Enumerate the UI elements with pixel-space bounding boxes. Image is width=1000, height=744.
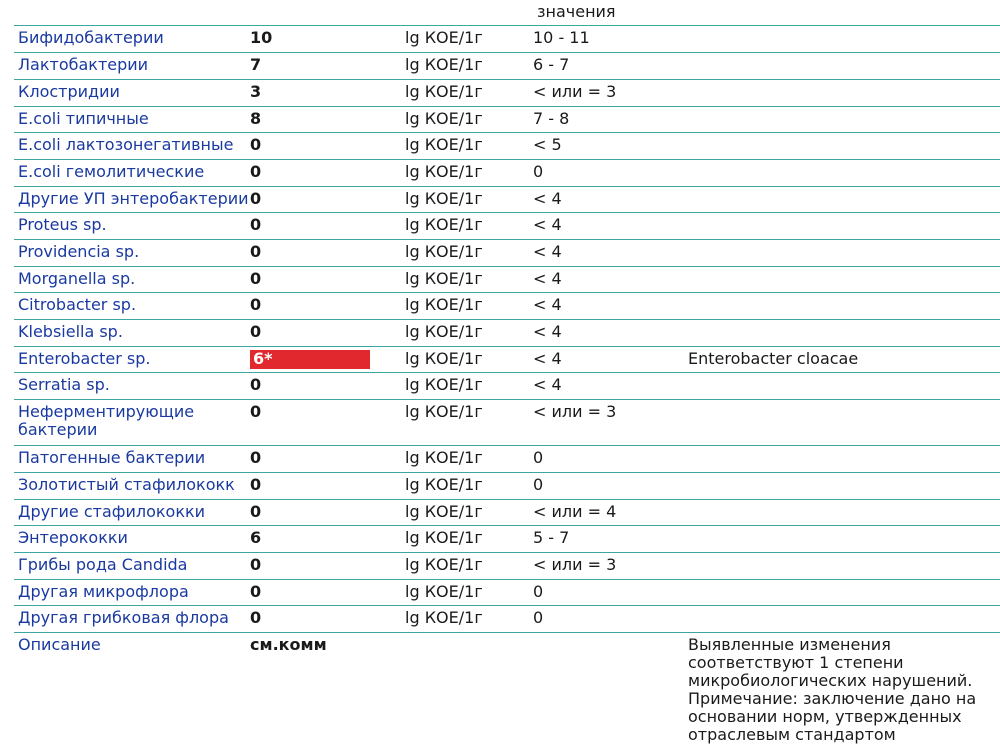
result-value: 3 (250, 81, 262, 101)
unit: lg КОЕ/1г (405, 266, 533, 293)
result-value: 0 (250, 322, 262, 342)
comment (688, 26, 1000, 53)
comment (688, 579, 1000, 606)
indicator-name: Klebsiella sp. (14, 320, 250, 347)
unit: lg КОЕ/1г (405, 213, 533, 240)
results-table (14, 26, 1000, 744)
result-row (14, 320, 1000, 347)
reference-range: < или = 3 (533, 400, 688, 446)
result-value: 0 (250, 474, 262, 494)
result-value-cell (250, 133, 405, 160)
comment (688, 186, 1000, 213)
comment (688, 133, 1000, 160)
result-value-cell (250, 606, 405, 633)
result-value-cell (250, 320, 405, 347)
result-value-cell (250, 346, 405, 373)
comment (688, 373, 1000, 400)
result-value: 6 (250, 528, 262, 548)
indicator-name: Энтерококки (14, 526, 250, 553)
reference-range: 7 - 8 (533, 106, 688, 133)
comment (688, 213, 1000, 240)
comment (688, 499, 1000, 526)
result-value-cell (250, 266, 405, 293)
reference-range: 0 (533, 446, 688, 473)
result-value-cell (250, 53, 405, 80)
result-row (14, 186, 1000, 213)
unit: lg КОЕ/1г (405, 186, 533, 213)
unit: lg КОЕ/1г (405, 133, 533, 160)
result-row (14, 526, 1000, 553)
comment (688, 552, 1000, 579)
indicator-name: Патогенные бактерии (14, 446, 250, 473)
result-value-cell (250, 579, 405, 606)
comment (688, 446, 1000, 473)
result-value: 0 (250, 215, 262, 235)
description-label: Описание (18, 634, 101, 654)
unit: lg КОЕ/1г (405, 79, 533, 106)
result-row (14, 446, 1000, 473)
indicator-name: Другая грибковая флора (14, 606, 250, 633)
result-value-cell (250, 159, 405, 186)
result-value-cell (250, 26, 405, 53)
indicator-name: Другие УП энтеробактерии (14, 186, 250, 213)
indicator-name: Грибы рода Candida (14, 552, 250, 579)
comment (688, 293, 1000, 320)
unit: lg КОЕ/1г (405, 293, 533, 320)
reference-range: 5 - 7 (533, 526, 688, 553)
result-value-cell (250, 400, 405, 446)
result-value: 0 (250, 501, 262, 521)
indicator-name: Enterobacter sp. (14, 346, 250, 373)
result-value: 0 (250, 608, 262, 628)
result-value-cell (250, 526, 405, 553)
unit: lg КОЕ/1г (405, 106, 533, 133)
result-value: 0 (250, 402, 262, 422)
comment (688, 526, 1000, 553)
reference-range: < или = 4 (533, 499, 688, 526)
unit: lg КОЕ/1г (405, 606, 533, 633)
result-row (14, 266, 1000, 293)
result-row (14, 53, 1000, 80)
reference-range: 0 (533, 606, 688, 633)
result-value: 0 (250, 161, 262, 181)
reference-range: 10 - 11 (533, 26, 688, 53)
reference-range: < 4 (533, 293, 688, 320)
unit: lg КОЕ/1г (405, 320, 533, 347)
unit: lg КОЕ/1г (405, 159, 533, 186)
result-value-cell (250, 213, 405, 240)
unit: lg КОЕ/1г (405, 373, 533, 400)
result-value-cell (250, 373, 405, 400)
comment (688, 320, 1000, 347)
unit: lg КОЕ/1г (405, 499, 533, 526)
comment (688, 266, 1000, 293)
indicator-name: Другие стафилококки (14, 499, 250, 526)
indicator-name: Proteus sp. (14, 213, 250, 240)
unit: lg КОЕ/1г (405, 240, 533, 267)
result-row (14, 79, 1000, 106)
comment (688, 159, 1000, 186)
result-row (14, 373, 1000, 400)
result-row (14, 552, 1000, 579)
result-value: 0 (250, 188, 262, 208)
reference-range: < 4 (533, 186, 688, 213)
result-value-cell (250, 106, 405, 133)
description-row (14, 632, 1000, 744)
indicator-name: E.coli лактозонегативные (14, 133, 250, 160)
description-comment-cell (688, 632, 1000, 744)
reference-values-header: значения (537, 2, 616, 21)
reference-range: < 4 (533, 213, 688, 240)
result-row (14, 346, 1000, 373)
result-row (14, 472, 1000, 499)
indicator-name: Другая микрофлора (14, 579, 250, 606)
result-value-cell (250, 186, 405, 213)
unit: lg КОЕ/1г (405, 400, 533, 446)
result-row (14, 133, 1000, 160)
indicator-name: Лактобактерии (14, 53, 250, 80)
result-row (14, 240, 1000, 267)
result-value: 0 (250, 135, 262, 155)
unit: lg КОЕ/1г (405, 552, 533, 579)
indicator-name: Бифидобактерии (14, 26, 250, 53)
unit: lg КОЕ/1г (405, 579, 533, 606)
reference-range: < 5 (533, 133, 688, 160)
description-value: см.комм (250, 634, 327, 654)
reference-range: < 4 (533, 320, 688, 347)
indicator-name: Citrobacter sp. (14, 293, 250, 320)
unit: lg КОЕ/1г (405, 446, 533, 473)
result-value: 0 (250, 242, 262, 261)
reference-range: 0 (533, 579, 688, 606)
result-value: 8 (250, 108, 262, 128)
unit: lg КОЕ/1г (405, 26, 533, 53)
comment (688, 472, 1000, 499)
reference-range: 0 (533, 472, 688, 499)
result-row (14, 26, 1000, 53)
description-comment: Выявленные изменения соответствуют 1 степени микробиологических нарушений. Примечание: заключение дано на основании норм, утвержденных отраслевым стандартом (688, 634, 977, 744)
results-table-body (14, 26, 1000, 744)
reference-range: < 4 (533, 266, 688, 293)
indicator-name: Клостридии (14, 79, 250, 106)
result-row (14, 400, 1000, 446)
result-row (14, 499, 1000, 526)
comment (688, 240, 1000, 267)
indicator-name: Serratia sp. (14, 373, 250, 400)
comment (688, 106, 1000, 133)
result-value: 0 (250, 268, 262, 288)
indicator-name: Morganella sp. (14, 266, 250, 293)
reference-range: < 4 (533, 346, 688, 373)
result-value: 0 (250, 554, 262, 574)
reference-range: 6 - 7 (533, 53, 688, 80)
result-row (14, 293, 1000, 320)
comment (688, 79, 1000, 106)
result-value-cell (250, 293, 405, 320)
indicator-name: E.coli гемолитические (14, 159, 250, 186)
result-row (14, 579, 1000, 606)
reference-range: < или = 3 (533, 79, 688, 106)
comment (688, 400, 1000, 446)
reference-range: < 4 (533, 373, 688, 400)
result-value: 0 (250, 448, 262, 468)
result-value-cell (250, 499, 405, 526)
result-value-cell (250, 472, 405, 499)
reference-range: < или = 3 (533, 552, 688, 579)
unit: lg КОЕ/1г (405, 346, 533, 373)
result-value: 10 (250, 28, 273, 47)
comment: Enterobacter cloacae (688, 346, 1000, 373)
indicator-name: Неферментирующие бактерии (14, 400, 250, 446)
result-value: 0 (250, 295, 262, 315)
indicator-name: Providencia sp. (14, 240, 250, 267)
result-row (14, 159, 1000, 186)
reference-range: 0 (533, 159, 688, 186)
result-row (14, 606, 1000, 633)
comment (688, 606, 1000, 633)
result-value-cell (250, 240, 405, 267)
description-spacer (405, 632, 688, 744)
indicator-name: Золотистый стафилококк (14, 472, 250, 499)
result-value: 0 (250, 581, 262, 601)
result-value: 7 (250, 55, 262, 75)
unit: lg КОЕ/1г (405, 53, 533, 80)
flagged-result-value: 6* (250, 350, 370, 369)
comment (688, 53, 1000, 80)
result-value-cell (250, 446, 405, 473)
indicator-name: E.coli типичные (14, 106, 250, 133)
unit: lg КОЕ/1г (405, 526, 533, 553)
result-value: 0 (250, 375, 262, 395)
unit: lg КОЕ/1г (405, 472, 533, 499)
result-value-cell (250, 552, 405, 579)
result-row (14, 213, 1000, 240)
reference-range: < 4 (533, 240, 688, 267)
result-value-cell (250, 79, 405, 106)
result-row (14, 106, 1000, 133)
